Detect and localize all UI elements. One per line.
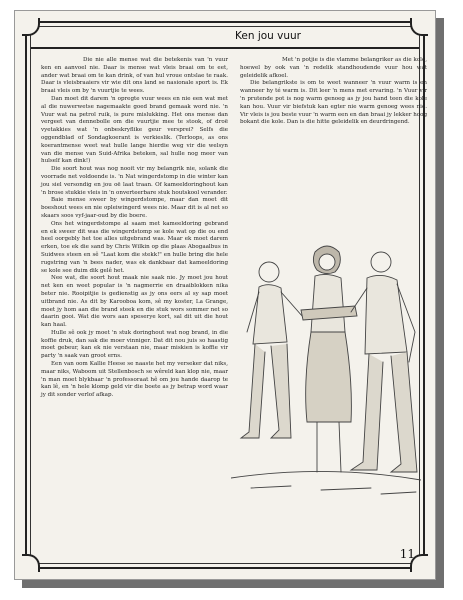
magazine-page [14, 10, 436, 580]
page-header [31, 27, 419, 49]
paragraph: Die soort hout was nog nooit vir my belangrik nie, solank die voorrade net voldoende is. 'n Nat wingerdstomp in die winter kan jou siel versondig en jou oë laat traan. Of kameeldoringhout kan 'n brose stukkie vleis in 'n onverteerbare stuk houtskool verander. [41, 166, 228, 196]
figure-center-legs [317, 422, 341, 472]
paragraph: Nee wat, die soort hout maak nie saak nie. Jy moet jou hout net ken en weet popular is 'n nagmerrie en draaiblokken nika beter nie. Rooipitjie is gedienstig as jy ons eers al sy sap moet uitbrand nie. As dit by Karooboa kom, sê my koster, La Grange, moet jy hom aan die brand steek en die stuk wors sommer net so daarin gooi. Wat die wors aan speserye kort, sal dit uit die hout kan haal. [41, 275, 228, 329]
paragraph: Met 'n potjie is die vlamme belangriker as die kole, hoewel by ook van 'n redelik standhoudende vuur hou wat geleidelik afkoel. [240, 57, 427, 79]
figure-left-leg [241, 344, 265, 438]
figure-left-head [259, 262, 279, 282]
figure-right-arm [351, 288, 367, 312]
ground-hatching [251, 486, 416, 494]
figure-center-head [319, 254, 335, 270]
page-number: 11 [399, 547, 415, 561]
paragraph: Hulle sê ook jy moet 'n stuk doringhout wat nog brand, in die koffie druk, dan sak die moer vinniger. Dat dit nou juis so haastig moet gebeur, kan ek nie verstaan nie, maar miskien is koffie vir party 'n saak van groot erns. [41, 329, 228, 360]
plate [301, 306, 357, 320]
ground-line [231, 471, 421, 480]
paragraph: Die nie alle mense wat die betekenis van 'n vuur ken en aanvoel nie. Daar is mense wat vleis braai om te eet, ander wat braai om te kan drink, of van hul vroue ontslae te raak. Daar is vleisbraaiers vir wie dit ons land se nasionale sport is. Ek braai vleis om by 'n vuurtjie te wees. [41, 57, 228, 95]
paragraph: Ons het wingerdstompe al saam met kameeldoring gebrand en ek sweer dit was die wingerdstomp se kole wat op die ou end heel oorgebly het toe alles uitgebrand was. Maar ek moet darem erken, toe ek die sand by Chris Wilkin op die plaas Abogaalbus in Suidwes steen en sê "Laat kom die stekk!" en hulle bring die hele rugstring van 'n bees nader, was ek dankbaar dat kameeldoring se kole see duim dik gelê het. [41, 220, 228, 274]
page-frame-inner [30, 26, 427, 564]
paragraph: Dan moet dit darem 'n opregte vuur wees en nie een wat met al die nuwerwetse nagemaakte goed brand gemaak word nie. 'n Vuur wat na petrol ruik, is pure mislukking. Het ons mense dan vergeet van dennebolle om die vuurtjie mee te stook, of droë vyetakkies wat 'n onbeskryflike geur versprei? Selfs die oggendblad of Sondagkoerant is verkieslik. (Terloops, as ons koerantmense weet wat hulle lange hierdie weg vir die welsyn van die mense van Suid-Afrika beteken, sal hulle nog meer van hulself kan dink!) [41, 95, 228, 165]
figure-right-head [371, 252, 391, 272]
paragraph: Die belangrikste is om te weet wanneer 'n vuur warm is en wanneer hy té warm is. Dit leer 'n mens met ervaring. 'n Vuur vir 'n prutende pot is nog warm genoeg as jy jou hand teen die kole kan hou. Vuur vir biefstuk kan egter nie warm genoeg wees nie. Vir vleis is jou beste vuur 'n warm een en dan braai jy lekker hoog bokant die kole. Dan is die hitte geleidelik en deurdringend. [240, 80, 427, 126]
figure-right-leg-2 [391, 352, 417, 472]
page-frame [25, 21, 425, 569]
illustration-people-at-braai [231, 232, 421, 532]
article-column-right [240, 57, 427, 127]
figure-center-skirt [306, 332, 352, 422]
figure-center-torso [311, 274, 345, 332]
paragraph: Een van oom Kallie Heese se naaste het my verseker dat niks, maar niks, Waboom uit Stellenbosch se wêreld kan klop nie, maar 'n man moet blykbaar 'n professoraat hê om jou hande daarop te kan lê, en 'n hele klomp geld vir die boete as jy betrap word waar jy dit sonder verlof afkap. [41, 361, 228, 399]
figure-left-leg-2 [271, 344, 291, 438]
frame-corner-bottom-left [22, 554, 40, 572]
figure-right-torso [365, 275, 407, 354]
article-column-left [41, 57, 228, 400]
figure-right-leg [351, 354, 383, 470]
page-title: Ken jou vuur [235, 30, 301, 42]
paragraph: Baie mense sweer by wingerdstompe, maar dan moet dit boeshout wees en nie opleiwingerd wees nie. Maar dit is al net so skaars soos vyf-jaar-oud by die boere. [41, 197, 228, 219]
